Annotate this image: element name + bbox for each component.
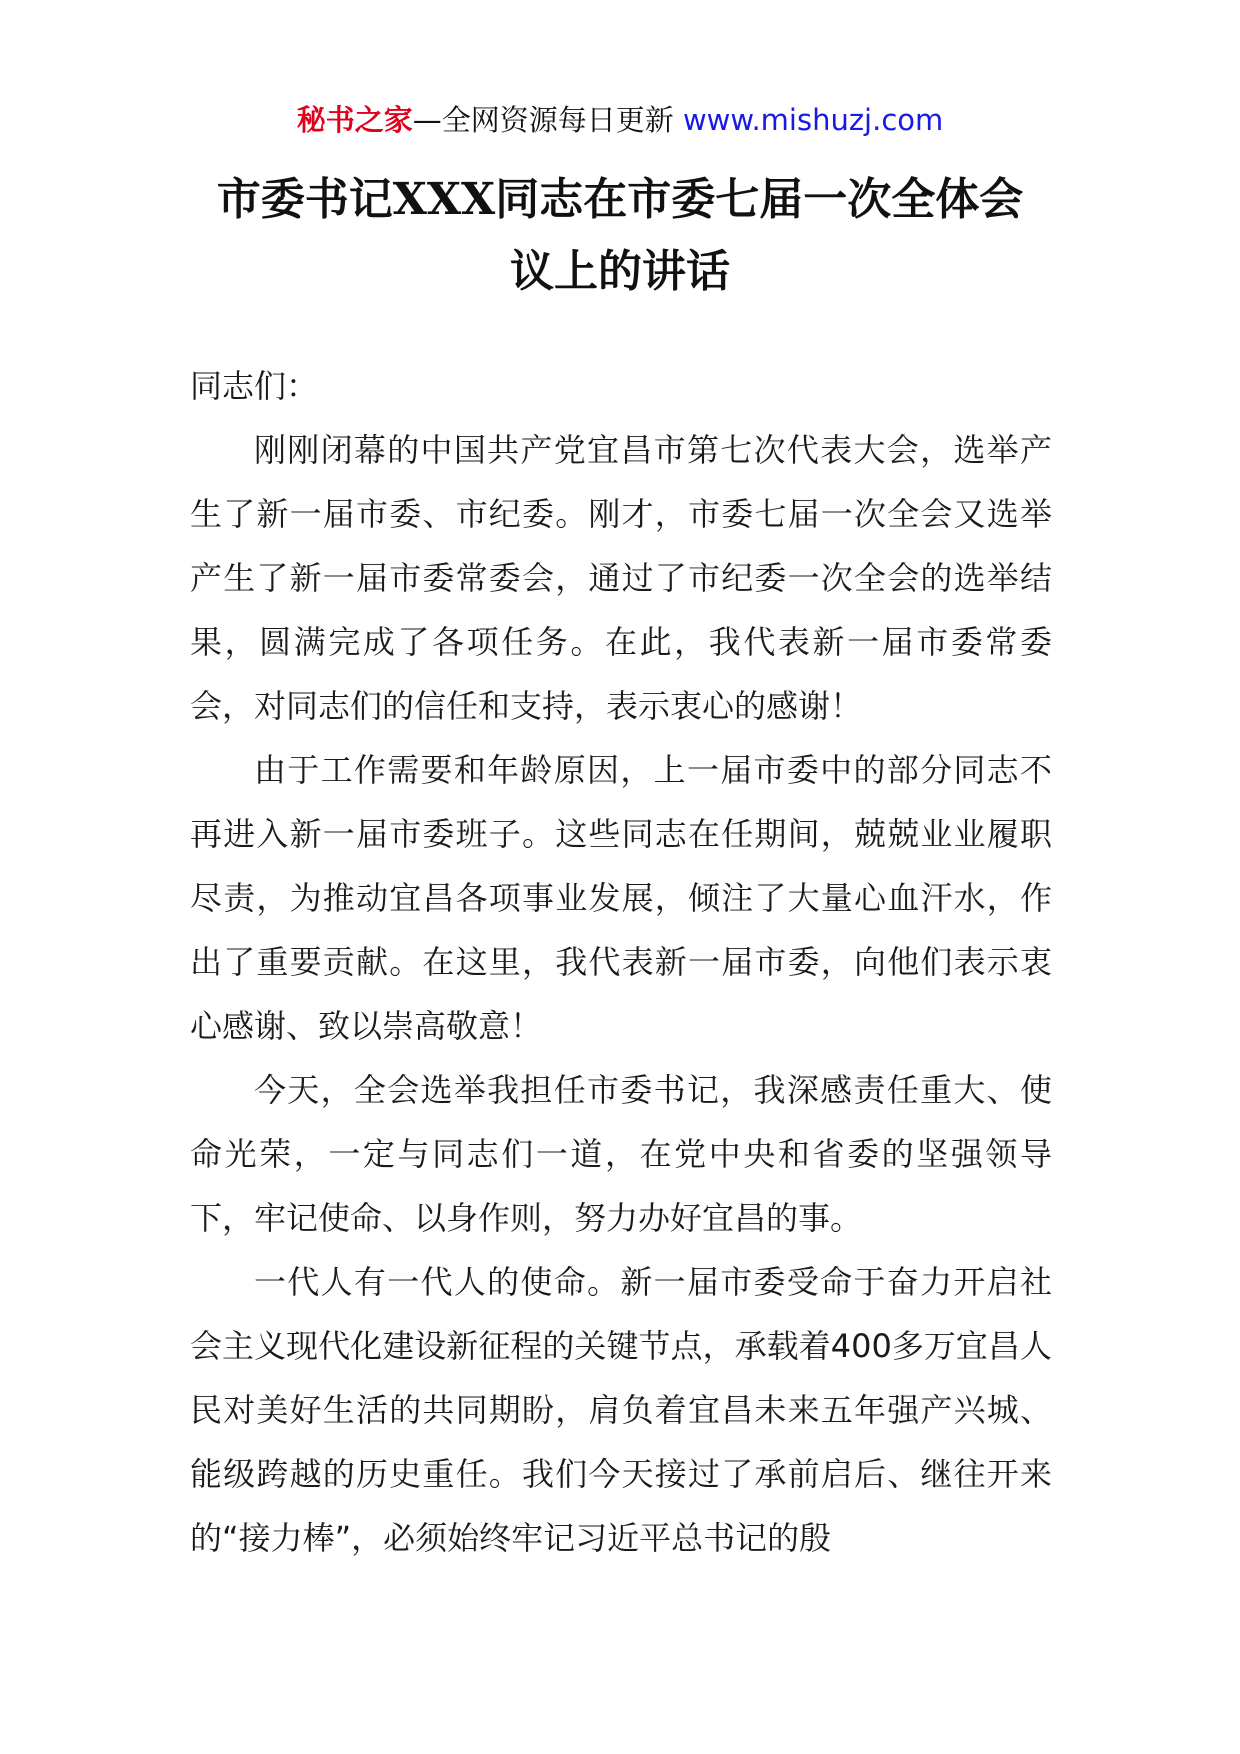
title-line-1: 市委书记XXX同志在市委七届一次全体会 [216,174,1024,225]
paragraph-4: 一代人有一代人的使命。新一届市委受命于奋力开启社会主义现代化建设新征程的关键节点，承载着400多万宜昌人民对美好生活的共同期盼，肩负着宜昌未来五年强产兴城、能级跨越的历史重任。我们今天接过了承前启后、继往开来的“接力棒”，必须始终牢记习近平总书记的殷 [190,1263,1052,1557]
document-body [190,354,1052,1570]
header-tagline: —全网资源每日更新 [412,103,683,137]
title-line-2: 议上的讲话 [510,246,730,297]
paragraph-1: 刚刚闭幕的中国共产党宜昌市第七次代表大会，选举产生了新一届市委、市纪委。刚才，市委七届一次全会又选举产生了新一届市委常委会，通过了市纪委一次全会的选举结果，圆满完成了各项任务。在此，我代表新一届市委常委会，对同志们的信任和支持，表示衷心的感谢！ [190,431,1052,725]
paragraph-2: 由于工作需要和年龄原因，上一届市委中的部分同志不再进入新一届市委班子。这些同志在任期间，兢兢业业履职尽责，为推动宜昌各项事业发展，倾注了大量心血汗水，作出了重要贡献。在这里，我代表新一届市委，向他们表示衷心感谢、致以崇高敬意！ [190,751,1052,1045]
document-title [190,164,1050,308]
site-header [0,100,1240,140]
paragraph-3: 今天，全会选举我担任市委书记，我深感责任重大、使命光荣，一定与同志们一道，在党中央和省委的坚强领导下，牢记使命、以身作则，努力办好宜昌的事。 [190,1071,1052,1237]
brand-name: 秘书之家 [296,103,413,137]
site-url-link[interactable]: www.mishuzj.com [682,103,944,137]
salutation: 同志们： [190,367,319,405]
